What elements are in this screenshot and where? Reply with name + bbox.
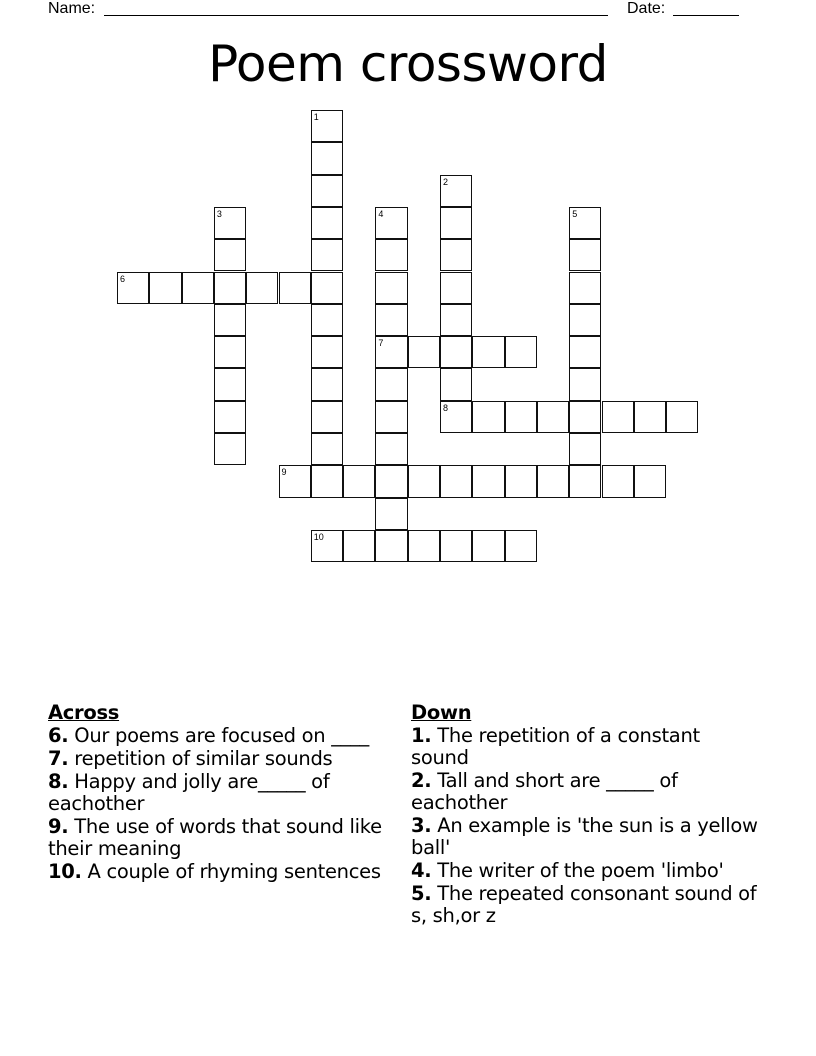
grid-cell[interactable] bbox=[311, 530, 343, 562]
grid-cell[interactable] bbox=[214, 401, 246, 433]
grid-cell[interactable] bbox=[375, 433, 407, 465]
grid-cell[interactable] bbox=[602, 465, 634, 497]
across-clues bbox=[48, 702, 403, 884]
grid-cell[interactable] bbox=[440, 401, 472, 433]
grid-cell[interactable] bbox=[602, 401, 634, 433]
grid-cell[interactable] bbox=[440, 368, 472, 400]
grid-cell[interactable] bbox=[537, 465, 569, 497]
clue-across-6: 6. Our poems are focused on ____ bbox=[48, 724, 370, 747]
grid-cell[interactable] bbox=[214, 272, 246, 304]
grid-cell[interactable] bbox=[375, 465, 407, 497]
grid-cell[interactable] bbox=[375, 272, 407, 304]
grid-cell[interactable] bbox=[311, 239, 343, 271]
grid-cell[interactable] bbox=[472, 465, 504, 497]
clue-number: 10 bbox=[313, 531, 324, 542]
grid-cell[interactable] bbox=[440, 207, 472, 239]
grid-cell[interactable] bbox=[214, 336, 246, 368]
grid-cell[interactable] bbox=[343, 465, 375, 497]
clue-number: 1 bbox=[313, 112, 319, 122]
grid-cell[interactable] bbox=[440, 530, 472, 562]
grid-cell[interactable] bbox=[375, 498, 407, 530]
grid-cell[interactable] bbox=[375, 207, 407, 239]
grid-cell[interactable] bbox=[440, 336, 472, 368]
grid-cell[interactable] bbox=[440, 239, 472, 271]
grid-cell[interactable] bbox=[214, 433, 246, 465]
grid-cell[interactable] bbox=[634, 401, 666, 433]
grid-cell[interactable] bbox=[311, 207, 343, 239]
grid-cell[interactable] bbox=[472, 336, 504, 368]
grid-cell[interactable] bbox=[375, 239, 407, 271]
grid-cell[interactable] bbox=[149, 272, 181, 304]
grid-cell[interactable] bbox=[117, 272, 149, 304]
grid-cell[interactable] bbox=[569, 207, 601, 239]
grid-cell[interactable] bbox=[505, 465, 537, 497]
clue-number: 7 bbox=[378, 338, 384, 349]
grid-cell[interactable] bbox=[569, 368, 601, 400]
grid-cell[interactable] bbox=[569, 239, 601, 271]
grid-cell[interactable] bbox=[182, 272, 214, 304]
grid-cell[interactable] bbox=[408, 530, 440, 562]
clue-number: 8 bbox=[443, 402, 449, 413]
grid-cell[interactable] bbox=[311, 465, 343, 497]
grid-cell[interactable] bbox=[311, 175, 343, 207]
grid-cell[interactable] bbox=[214, 239, 246, 271]
grid-cell[interactable] bbox=[505, 401, 537, 433]
grid-cell[interactable] bbox=[569, 465, 601, 497]
grid-cell[interactable] bbox=[311, 304, 343, 336]
date-label: Date: bbox=[627, 0, 666, 17]
grid-cell[interactable] bbox=[440, 175, 472, 207]
grid-cell[interactable] bbox=[375, 368, 407, 400]
grid-cell[interactable] bbox=[569, 401, 601, 433]
name-label: Name: bbox=[48, 0, 96, 17]
grid-cell[interactable] bbox=[666, 401, 698, 433]
grid-cell[interactable] bbox=[472, 530, 504, 562]
clue-number: 5 bbox=[572, 208, 578, 219]
clue-down-1: 1. The repetition of a constant sound bbox=[411, 724, 700, 769]
clue-across-8: 8. Happy and jolly are_____ of eachother bbox=[48, 770, 330, 815]
grid-cell[interactable] bbox=[440, 272, 472, 304]
clue-down-2: 2. Tall and short are _____ of eachother bbox=[411, 769, 678, 814]
grid-cell[interactable] bbox=[408, 336, 440, 368]
grid-cell[interactable] bbox=[214, 304, 246, 336]
across-heading: Across bbox=[48, 701, 120, 724]
clue-down-4: 4. The writer of the poem 'limbo' bbox=[411, 859, 724, 882]
grid-cell[interactable] bbox=[343, 530, 375, 562]
down-heading: Down bbox=[411, 701, 472, 724]
grid-cell[interactable] bbox=[505, 336, 537, 368]
grid-cell[interactable] bbox=[246, 272, 278, 304]
grid-cell[interactable] bbox=[311, 142, 343, 174]
grid-cell[interactable] bbox=[634, 465, 666, 497]
clue-across-10: 10. A couple of rhyming sentences bbox=[48, 860, 381, 883]
grid-cell[interactable] bbox=[214, 368, 246, 400]
clue-across-7: 7. repetition of similar sounds bbox=[48, 747, 333, 770]
clue-down-5: 5. The repeated consonant sound of s, sh,or z bbox=[411, 882, 757, 927]
grid-cell[interactable] bbox=[311, 110, 343, 142]
grid-cell[interactable] bbox=[375, 304, 407, 336]
clue-across-9: 9. The use of words that sound like their meaning bbox=[48, 815, 382, 860]
grid-cell[interactable] bbox=[408, 465, 440, 497]
grid-cell[interactable] bbox=[569, 304, 601, 336]
grid-cell[interactable] bbox=[311, 368, 343, 400]
clue-number: 4 bbox=[378, 208, 384, 219]
grid-cell[interactable] bbox=[375, 336, 407, 368]
grid-cell[interactable] bbox=[279, 272, 311, 304]
grid-cell[interactable] bbox=[375, 530, 407, 562]
clue-down-3: 3. An example is 'the sun is a yellow ball' bbox=[411, 814, 758, 859]
grid-cell[interactable] bbox=[472, 401, 504, 433]
grid-cell[interactable] bbox=[214, 207, 246, 239]
grid-cell[interactable] bbox=[537, 401, 569, 433]
grid-cell[interactable] bbox=[375, 401, 407, 433]
grid-cell[interactable] bbox=[440, 465, 472, 497]
grid-cell[interactable] bbox=[505, 530, 537, 562]
grid-cell[interactable] bbox=[279, 465, 311, 497]
clue-number: 6 bbox=[120, 273, 126, 284]
grid-cell[interactable] bbox=[311, 336, 343, 368]
down-clues bbox=[411, 702, 761, 928]
page-title: Poem crossword bbox=[208, 35, 608, 93]
grid-cell[interactable] bbox=[311, 433, 343, 465]
grid-cell[interactable] bbox=[569, 336, 601, 368]
clue-number: 3 bbox=[216, 208, 222, 219]
clue-number: 9 bbox=[281, 467, 287, 478]
clue-number: 2 bbox=[443, 176, 449, 187]
grid-cell[interactable] bbox=[569, 433, 601, 465]
grid-cell[interactable] bbox=[440, 304, 472, 336]
grid-cell[interactable] bbox=[311, 401, 343, 433]
grid-cell[interactable] bbox=[311, 272, 343, 304]
grid-cell[interactable] bbox=[569, 272, 601, 304]
